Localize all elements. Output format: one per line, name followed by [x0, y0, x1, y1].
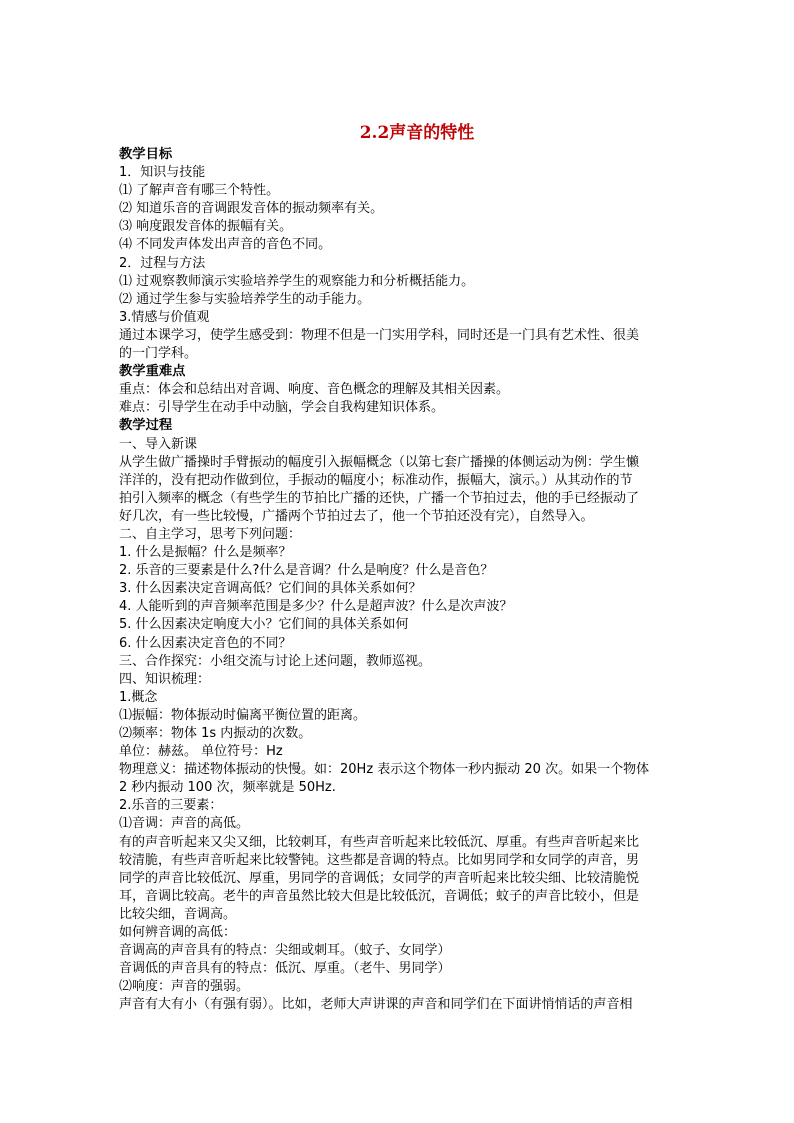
text-line: 难点：引导学生在动手中动脑，学会自我构建知识体系。: [119, 400, 445, 416]
text-line: 如何辨音调的高低：: [119, 925, 237, 941]
text-line: ⑴振幅：物体振动时偏离平衡位置的距离。: [119, 707, 367, 723]
text-line: 从学生做广播操时手臂振动的幅度引入振幅概念（以第七套广播操的体侧运动为例：学生懒: [119, 454, 640, 470]
text-line: 洋洋的，没有把动作做到位，手振动的幅度小；标准动作，振幅大，演示。）从其动作的节: [119, 472, 633, 488]
text-line: 好几次，有一些比较慢，广播两个节拍过去了，他一个节拍还没有完），自然导入。: [119, 508, 594, 524]
text-line: ⑴ 了解声音有哪三个特性。: [119, 183, 280, 199]
text-line: 6. 什么因素决定音色的不同？: [119, 635, 292, 651]
text-line: 1.概念: [119, 689, 158, 705]
text-line: 物理意义：描述物体振动的快慢。如：20Hz 表示这个物体一秒内振动 20 次。如果一个物体: [119, 762, 650, 778]
text-line: ⑶ 响度跟发音体的振幅有关。: [119, 219, 293, 235]
text-line: ⑵ 知道乐音的音调跟发音体的振动频率有关。: [119, 201, 384, 217]
text-line: ⑷ 不同发声体发出声音的音色不同。: [119, 237, 332, 253]
text-line: 较清脆，有些声音听起来比较警钝。这些都是音调的特点。比如男同学和女同学的声音，男: [119, 852, 640, 868]
text-line: ⑴ 过观察教师演示实验培养学生的观察能力和分析概括能力。: [119, 273, 475, 289]
text-line: 3.情感与价值观: [119, 309, 210, 325]
text-line: 比较尖细，音调高。: [119, 906, 237, 922]
text-line: ⑵ 通过学生参与实验培养学生的动手能力。: [119, 291, 371, 307]
text-line: 拍引入频率的概念（有些学生的节拍比广播的还快，广播一个节拍过去，他的手已经振动了: [119, 490, 640, 506]
text-line: 耳，音调比较高。老牛的声音虽然比较大但是比较低沉，音调低；蚊子的声音比较小，但是: [119, 888, 640, 904]
text-line: 2. 乐音的三要素是什么?什么是音调？什么是响度？什么是音色？: [119, 563, 494, 579]
text-line: 音调低的声音具有的特点：低沉、厚重。（老牛、男同学）: [119, 961, 451, 977]
section-heading: 教学目标: [119, 147, 173, 162]
text-line: 2.乐音的三要素：: [119, 798, 223, 814]
text-line: 声音有大有小（有强有弱）。比如，老师大声讲课的声音和同学们在下面讲悄悄话的声音相: [119, 997, 633, 1013]
text-line: 四、知识梳理：: [119, 671, 211, 687]
text-line: 有的声音听起来又尖又细，比较刺耳，有些声音听起来比较低沉、厚重。有些声音听起来比: [119, 834, 640, 850]
text-line: 4. 人能听到的声音频率范围是多少？什么是超声波？什么是次声波？: [119, 599, 513, 615]
text-line: 三、合作探究：小组交流与讨论上述问题，教师巡视。: [119, 653, 432, 669]
section-heading: 教学过程: [119, 418, 173, 434]
section-heading: 教学重难点: [119, 364, 186, 380]
text-line: ⑵响度：声音的强弱。: [119, 979, 250, 995]
text-line: 通过本课学习，使学生感受到：物理不但是一门实用学科，同时还是一门具有艺术性、很美: [119, 327, 640, 343]
text-line: 一、导入新课: [119, 436, 198, 452]
text-line: 重点：体会和总结出对音调、响度、音色概念的理解及其相关因素。: [119, 382, 510, 398]
text-line: 1．知识与技能: [119, 165, 206, 181]
text-line: 二、自主学习，思考下列问题：: [119, 526, 302, 542]
text-line: 单位：赫兹。 单位符号：Hz: [119, 744, 283, 760]
text-line: 的一门学科。: [119, 346, 198, 362]
text-line: ⑴音调：声音的高低。: [119, 816, 250, 832]
text-line: 2．过程与方法: [119, 255, 206, 271]
text-line: ⑵频率：物体 1s 内振动的次数。: [119, 726, 312, 741]
text-line: 3. 什么因素决定音调高低？它们间的具体关系如何？: [119, 581, 422, 597]
text-line: 2 秒内振动 100 次，频率就是 50Hz.: [119, 780, 336, 796]
text-line: 音调高的声音具有的特点：尖细或刺耳。（蚊子、女同学）: [119, 943, 451, 959]
text-line: 1. 什么是振幅？什么是频率？: [119, 545, 292, 561]
text-line: 5. 什么因素决定响度大小？它们间的具体关系如何: [119, 617, 409, 633]
document-body: [119, 146, 677, 1015]
text-line: 同学的声音比较低沉、厚重，男同学的音调低；女同学的声音听起来比较尖细、比较清脆悦: [119, 870, 640, 886]
document-title: 2.2声音的特性: [359, 123, 475, 143]
